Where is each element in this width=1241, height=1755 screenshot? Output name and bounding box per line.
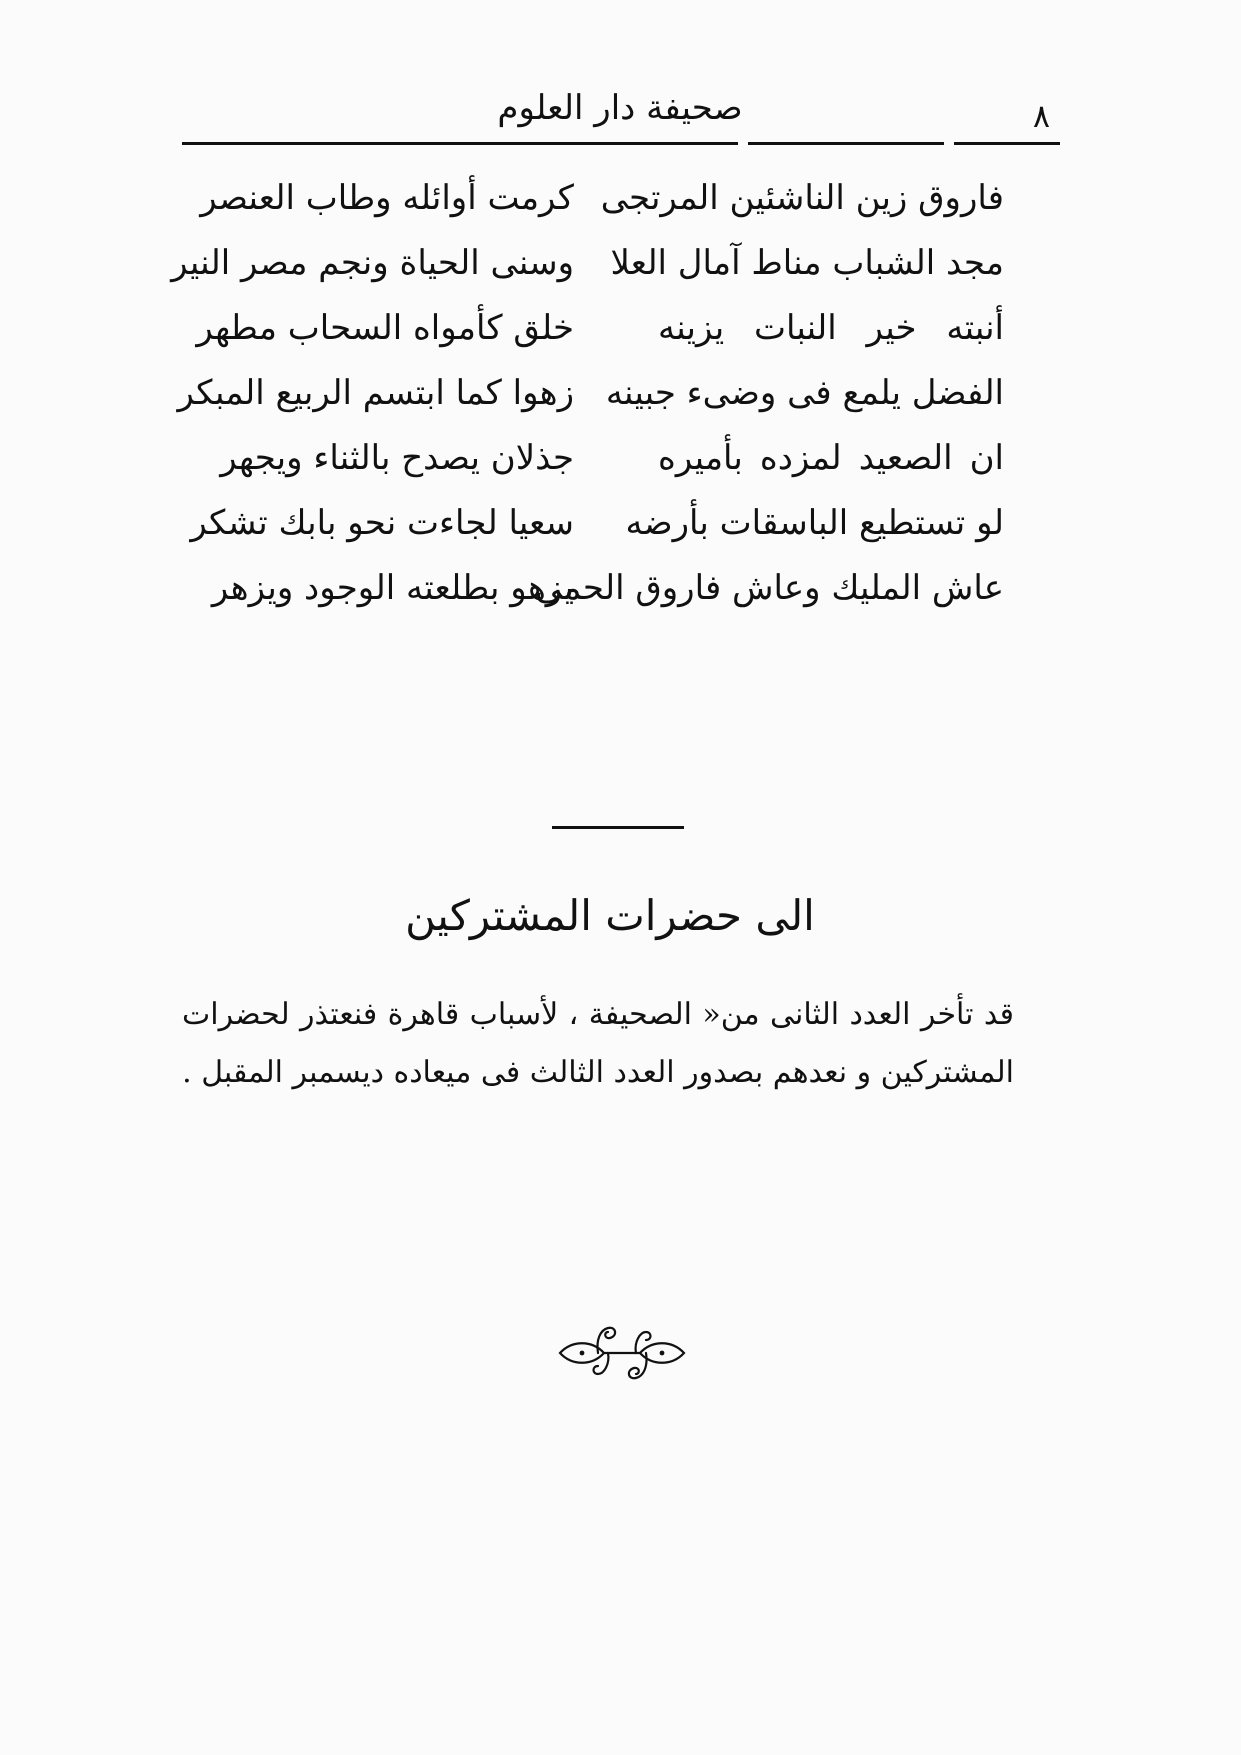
poem-verse xyxy=(211,560,1004,625)
poem-verse xyxy=(200,170,1004,235)
page-header xyxy=(180,88,1060,136)
verse-second-hemistich: يزهو بطلعته الوجود ويزهر xyxy=(211,568,574,608)
poem-verse xyxy=(171,235,1004,300)
verse-first-hemistich: أنبته خير النبات يزينه xyxy=(658,308,1004,348)
poem-verse xyxy=(177,365,1004,430)
verse-first-hemistich: عاش المليك وعاش فاروق الحمى xyxy=(534,568,1004,608)
verse-second-hemistich: خلق كأمواه السحاب مطهر xyxy=(196,308,574,348)
poem-verse xyxy=(190,495,1004,560)
notice-line: قد تأخر العدد الثانى من« الصحيفة ، لأسباب قاهرة فنعتذر لحضرات xyxy=(182,997,1014,1032)
poem xyxy=(171,170,1004,625)
header-rule-middle xyxy=(748,142,944,145)
poem-verse xyxy=(220,430,1004,495)
section-divider xyxy=(552,826,684,829)
notice-line: المشتركين و نعدهم بصدور العدد الثالث فى ميعاده ديسمبر المقبل . xyxy=(182,1055,1014,1090)
verse-second-hemistich: وسنى الحياة ونجم مصر النير xyxy=(171,243,574,283)
verse-first-hemistich: مجد الشباب مناط آمال العلا xyxy=(610,243,1004,283)
verse-first-hemistich: لو تستطيع الباسقات بأرضه xyxy=(625,503,1004,543)
verse-first-hemistich: الفضل يلمع فى وضىء جبينه xyxy=(605,373,1004,413)
verse-second-hemistich: سعيا لجاءت نحو بابك تشكر xyxy=(190,503,574,543)
header-rule-right xyxy=(954,142,1060,145)
verse-second-hemistich: زهوا كما ابتسم الربيع المبكر xyxy=(177,373,574,413)
verse-first-hemistich: فاروق زين الناشئين المرتجى xyxy=(600,178,1004,218)
verse-second-hemistich: جذلان يصدح بالثناء ويجهر xyxy=(220,438,574,478)
page-number: ٨ xyxy=(1032,97,1050,135)
verse-second-hemistich: كرمت أوائله وطاب العنصر xyxy=(200,178,574,218)
poem-verse xyxy=(196,300,1004,365)
notice-title: الى حضرات المشتركين xyxy=(405,891,815,940)
notice-paragraph xyxy=(182,986,1014,1102)
header-rule-left xyxy=(182,142,738,145)
floral-ornament-icon xyxy=(552,1318,692,1388)
running-title: صحيفة دار العلوم xyxy=(497,88,743,128)
verse-first-hemistich: ان الصعيد لمزده بأميره xyxy=(658,438,1004,478)
